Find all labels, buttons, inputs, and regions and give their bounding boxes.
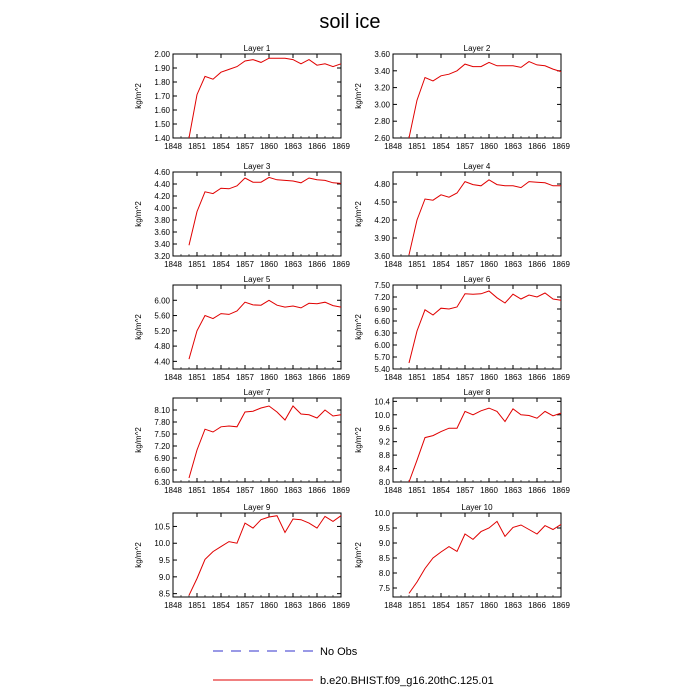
- plot-frame: [393, 172, 561, 256]
- x-tick-label: 1860: [260, 142, 278, 151]
- x-tick-label: 1848: [164, 601, 182, 610]
- y-tick-label: 10.5: [154, 522, 170, 532]
- x-tick-label: 1848: [164, 142, 182, 151]
- x-tick-label: 1848: [164, 260, 182, 269]
- y-tick-label: 4.80: [374, 180, 390, 189]
- y-tick-label: 1.40: [154, 134, 170, 143]
- chart-panel-layer-9: [134, 503, 350, 610]
- y-tick-label: 7.50: [154, 430, 170, 439]
- x-tick-label: 1851: [408, 373, 426, 382]
- x-tick-label: 1857: [236, 601, 254, 610]
- y-axis-label: kg/m^2: [134, 201, 143, 227]
- y-tick-label: 4.40: [154, 180, 170, 189]
- y-tick-label: 3.90: [374, 234, 390, 243]
- x-tick-label: 1851: [408, 486, 426, 495]
- y-tick-label: 10.0: [374, 410, 390, 420]
- y-tick-label: 1.70: [154, 92, 170, 101]
- y-tick-label: 4.50: [374, 198, 390, 207]
- series-line-model: [409, 521, 561, 593]
- x-tick-label: 1863: [284, 486, 302, 495]
- y-tick-label: 3.80: [154, 216, 170, 225]
- panel-title: Layer 8: [463, 388, 491, 397]
- x-tick-label: 1851: [188, 486, 206, 495]
- x-tick-label: 1869: [332, 373, 350, 382]
- chart-panel-layer-4: [354, 162, 570, 269]
- x-tick-label: 1854: [432, 260, 450, 269]
- y-tick-label: 7.20: [374, 293, 390, 302]
- x-tick-label: 1854: [432, 486, 450, 495]
- x-tick-label: 1869: [332, 486, 350, 495]
- y-tick-label: 3.40: [374, 66, 390, 76]
- x-tick-label: 1854: [432, 601, 450, 610]
- x-tick-label: 1857: [236, 373, 254, 382]
- y-tick-label: 4.00: [154, 204, 170, 213]
- y-tick-label: 6.30: [154, 478, 170, 487]
- y-tick-label: 8.5: [378, 554, 390, 563]
- x-tick-label: 1869: [552, 373, 570, 382]
- chart-panel-layer-6: [354, 275, 570, 382]
- y-tick-label: 2.00: [154, 50, 170, 59]
- x-tick-label: 1866: [528, 260, 546, 269]
- plot-frame: [173, 172, 341, 256]
- x-tick-label: 1860: [480, 260, 498, 269]
- x-tick-label: 1857: [456, 486, 474, 495]
- x-tick-label: 1863: [284, 260, 302, 269]
- x-tick-label: 1854: [432, 373, 450, 382]
- y-tick-label: 10.0: [154, 539, 170, 549]
- y-tick-label: 6.00: [374, 341, 390, 350]
- y-tick-label: 6.60: [374, 317, 390, 326]
- x-tick-label: 1851: [188, 601, 206, 610]
- panel-title: Layer 6: [463, 275, 491, 284]
- y-tick-label: 1.50: [154, 120, 170, 129]
- y-tick-label: 10.4: [374, 397, 390, 407]
- x-tick-label: 1869: [332, 142, 350, 151]
- x-tick-label: 1857: [456, 601, 474, 610]
- x-tick-label: 1851: [188, 373, 206, 382]
- chart-panel-layer-7: [134, 388, 350, 495]
- series-line-model: [409, 291, 561, 363]
- y-tick-label: 3.20: [374, 83, 390, 93]
- x-tick-label: 1851: [408, 260, 426, 269]
- panel-title: Layer 1: [243, 44, 271, 53]
- x-tick-label: 1863: [284, 142, 302, 151]
- chart-panel-layer-5: [134, 275, 350, 382]
- panel-title: Layer 4: [463, 162, 491, 171]
- y-tick-label: 4.40: [154, 357, 170, 367]
- x-tick-label: 1857: [236, 486, 254, 495]
- chart-panel-layer-1: [134, 44, 350, 151]
- x-tick-label: 1857: [236, 260, 254, 269]
- y-tick-label: 9.6: [378, 424, 390, 434]
- y-tick-label: 5.60: [154, 311, 170, 321]
- y-tick-label: 9.2: [378, 437, 390, 447]
- x-tick-label: 1848: [164, 373, 182, 382]
- x-tick-label: 1869: [552, 486, 570, 495]
- x-tick-label: 1851: [408, 601, 426, 610]
- series-line-model: [189, 58, 341, 138]
- legend-obs-label: No Obs: [320, 646, 358, 658]
- y-tick-label: 4.80: [154, 342, 170, 352]
- x-tick-label: 1863: [284, 601, 302, 610]
- x-tick-label: 1857: [456, 260, 474, 269]
- x-tick-label: 1863: [504, 142, 522, 151]
- panel-title: Layer 7: [243, 388, 271, 397]
- y-tick-label: 1.80: [154, 78, 170, 87]
- y-axis-label: kg/m^2: [134, 314, 143, 340]
- y-axis-label: kg/m^2: [354, 201, 363, 227]
- y-tick-label: 8.4: [378, 464, 390, 474]
- x-tick-label: 1860: [480, 373, 498, 382]
- x-tick-label: 1869: [552, 142, 570, 151]
- y-axis-label: kg/m^2: [134, 542, 143, 568]
- y-tick-label: 9.0: [378, 539, 390, 548]
- x-tick-label: 1869: [332, 601, 350, 610]
- x-tick-label: 1863: [284, 373, 302, 382]
- panel-title: Layer 5: [243, 275, 271, 284]
- y-tick-label: 7.20: [154, 442, 170, 451]
- x-tick-label: 1860: [260, 486, 278, 495]
- x-tick-label: 1869: [552, 601, 570, 610]
- x-tick-label: 1866: [528, 142, 546, 151]
- y-tick-label: 3.20: [154, 252, 170, 261]
- y-tick-label: 2.80: [374, 117, 390, 127]
- x-tick-label: 1866: [308, 486, 326, 495]
- y-tick-label: 1.60: [154, 106, 170, 115]
- y-tick-label: 8.5: [158, 589, 170, 599]
- x-tick-label: 1866: [308, 373, 326, 382]
- series-line-model: [189, 516, 341, 596]
- x-tick-label: 1866: [308, 260, 326, 269]
- panel-title: Layer 2: [463, 44, 491, 53]
- panel-title: Layer 3: [243, 162, 271, 171]
- y-axis-label: kg/m^2: [354, 427, 363, 453]
- y-tick-label: 2.60: [374, 134, 390, 143]
- y-tick-label: 9.5: [158, 556, 170, 566]
- y-tick-label: 6.60: [154, 466, 170, 475]
- y-tick-label: 6.90: [154, 454, 170, 463]
- x-tick-label: 1848: [384, 260, 402, 269]
- y-axis-label: kg/m^2: [354, 83, 363, 109]
- x-tick-label: 1863: [504, 373, 522, 382]
- x-tick-label: 1854: [212, 601, 230, 610]
- x-tick-label: 1869: [332, 260, 350, 269]
- series-line-model: [189, 300, 341, 359]
- y-tick-label: 8.0: [378, 569, 390, 578]
- x-tick-label: 1857: [456, 142, 474, 151]
- chart-panel-layer-3: [134, 162, 350, 269]
- plot-frame: [393, 513, 561, 597]
- y-tick-label: 7.5: [378, 584, 390, 593]
- x-tick-label: 1857: [456, 373, 474, 382]
- y-tick-label: 3.40: [154, 240, 170, 249]
- y-tick-label: 6.90: [374, 305, 390, 314]
- plot-frame: [393, 398, 561, 482]
- y-tick-label: 9.5: [378, 524, 390, 533]
- series-line-model: [189, 177, 341, 245]
- figure-title: soil ice: [319, 11, 381, 33]
- legend: [213, 646, 494, 687]
- y-tick-label: 6.30: [374, 329, 390, 338]
- x-tick-label: 1848: [384, 486, 402, 495]
- x-tick-label: 1848: [384, 601, 402, 610]
- x-tick-label: 1854: [212, 486, 230, 495]
- x-tick-label: 1860: [480, 486, 498, 495]
- x-tick-label: 1866: [528, 601, 546, 610]
- chart-panel-layer-8: [354, 388, 570, 495]
- y-tick-label: 3.00: [374, 100, 390, 110]
- y-tick-label: 1.90: [154, 64, 170, 73]
- y-tick-label: 8.0: [378, 478, 390, 487]
- y-tick-label: 10.0: [374, 509, 390, 518]
- panel-title: Layer 10: [461, 503, 493, 512]
- x-tick-label: 1854: [212, 373, 230, 382]
- x-tick-label: 1863: [504, 260, 522, 269]
- y-tick-label: 5.40: [374, 365, 390, 374]
- x-tick-label: 1866: [528, 486, 546, 495]
- y-tick-label: 6.00: [154, 296, 170, 306]
- y-tick-label: 7.80: [154, 418, 170, 427]
- x-tick-label: 1860: [260, 373, 278, 382]
- y-axis-label: kg/m^2: [354, 542, 363, 568]
- y-axis-label: kg/m^2: [354, 314, 363, 340]
- x-tick-label: 1848: [384, 373, 402, 382]
- panel-grid: [134, 44, 570, 610]
- x-tick-label: 1863: [504, 601, 522, 610]
- y-axis-label: kg/m^2: [134, 83, 143, 109]
- x-tick-label: 1866: [528, 373, 546, 382]
- y-tick-label: 5.70: [374, 353, 390, 362]
- x-tick-label: 1854: [212, 260, 230, 269]
- series-line-model: [409, 62, 561, 138]
- series-line-model: [189, 406, 341, 478]
- plot-frame: [173, 54, 341, 138]
- y-tick-label: 9.0: [158, 572, 170, 582]
- plot-frame: [173, 398, 341, 482]
- y-tick-label: 3.60: [374, 50, 390, 59]
- x-tick-label: 1866: [308, 142, 326, 151]
- y-tick-label: 4.60: [154, 168, 170, 177]
- x-tick-label: 1869: [552, 260, 570, 269]
- x-tick-label: 1860: [480, 601, 498, 610]
- series-line-model: [409, 408, 561, 482]
- x-tick-label: 1848: [164, 486, 182, 495]
- x-tick-label: 1863: [504, 486, 522, 495]
- x-tick-label: 1860: [260, 601, 278, 610]
- plot-frame: [173, 513, 341, 597]
- x-tick-label: 1851: [188, 142, 206, 151]
- y-tick-label: 8.10: [154, 406, 170, 415]
- legend-model-label: b.e20.BHIST.f09_g16.20thC.125.01: [320, 675, 494, 687]
- y-tick-label: 5.20: [154, 326, 170, 336]
- plot-frame: [173, 285, 341, 369]
- panel-title: Layer 9: [243, 503, 271, 512]
- x-tick-label: 1866: [308, 601, 326, 610]
- x-tick-label: 1857: [236, 142, 254, 151]
- x-tick-label: 1851: [408, 142, 426, 151]
- x-tick-label: 1854: [212, 142, 230, 151]
- y-tick-label: 3.60: [154, 228, 170, 237]
- y-tick-label: 4.20: [154, 192, 170, 201]
- x-tick-label: 1848: [384, 142, 402, 151]
- y-tick-label: 4.20: [374, 216, 390, 225]
- chart-panel-layer-10: [354, 503, 570, 610]
- x-tick-label: 1860: [260, 260, 278, 269]
- x-tick-label: 1854: [432, 142, 450, 151]
- x-tick-label: 1851: [188, 260, 206, 269]
- y-tick-label: 7.50: [374, 281, 390, 290]
- y-tick-label: 8.8: [378, 451, 390, 461]
- x-tick-label: 1860: [480, 142, 498, 151]
- y-tick-label: 3.60: [374, 252, 390, 261]
- chart-panel-layer-2: [354, 44, 570, 151]
- y-axis-label: kg/m^2: [134, 427, 143, 453]
- series-line-model: [409, 180, 561, 255]
